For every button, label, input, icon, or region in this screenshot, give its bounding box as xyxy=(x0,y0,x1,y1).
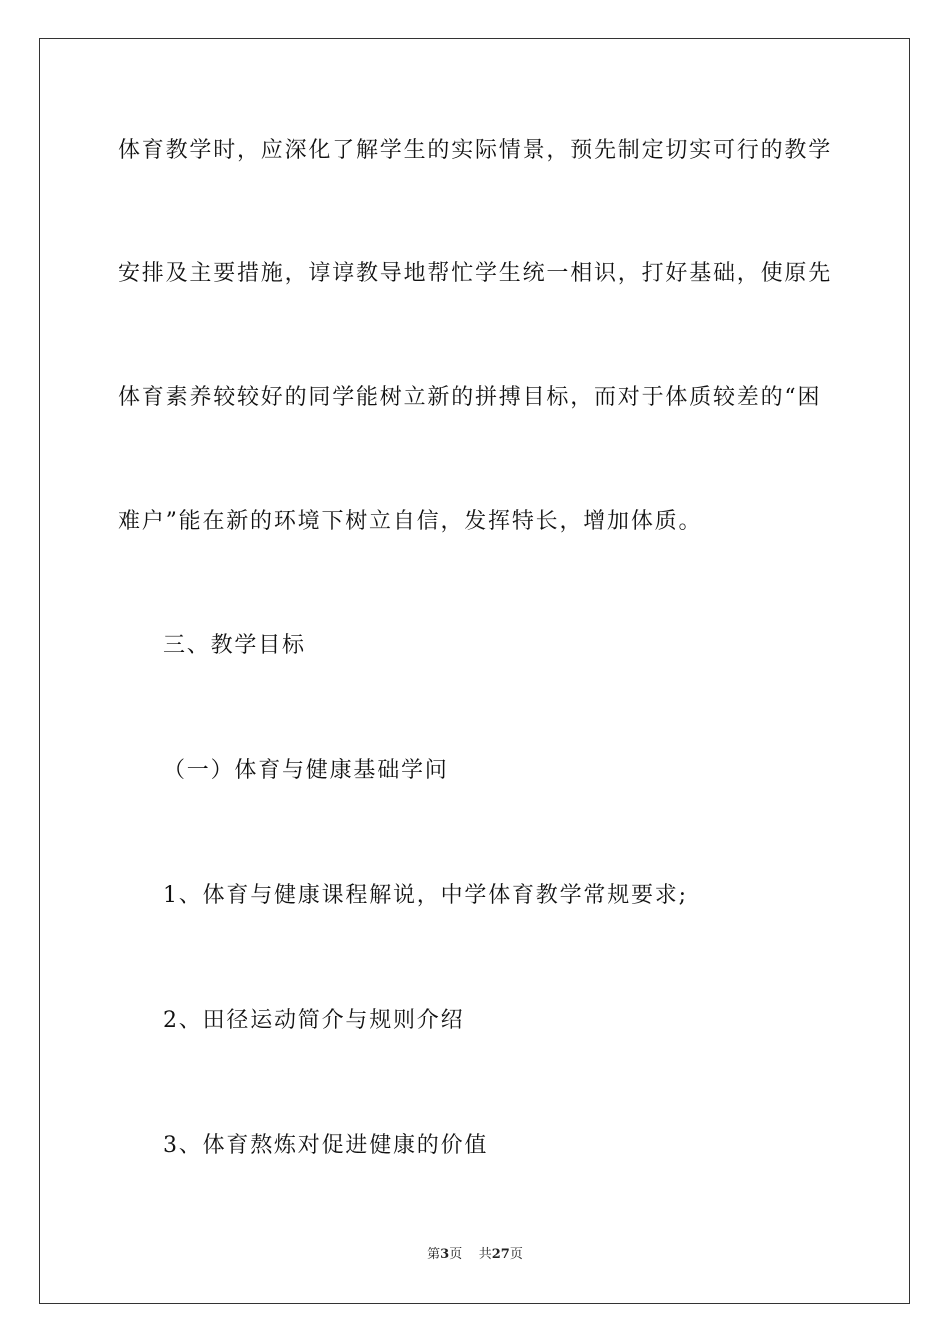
list-item-2: 2、田径运动简介与规则介绍 xyxy=(163,1008,465,1033)
list-item-1: 1、体育与健康课程解说，中学体育教学常规要求; xyxy=(163,883,688,908)
footer-page-suffix: 页 xyxy=(449,1247,463,1262)
paragraph-line-3: 体育素养较较好的同学能树立新的拼搏目标，而对于体质较差的“困 xyxy=(118,385,822,410)
section-heading: 三、教学目标 xyxy=(163,633,306,658)
footer-total-prefix: 共 xyxy=(478,1247,492,1262)
subsection-heading: （一）体育与健康基础学问 xyxy=(163,758,449,783)
paragraph-line-4: 难户”能在新的环境下树立自信，发挥特长，增加体质。 xyxy=(118,509,703,534)
footer-page-number: 3 xyxy=(440,1247,450,1262)
footer-total-pages: 27 xyxy=(491,1247,510,1262)
list-item-3: 3、体育熬炼对促进健康的价值 xyxy=(163,1133,489,1158)
footer-total-suffix: 页 xyxy=(509,1247,523,1262)
footer-page-prefix: 第 xyxy=(427,1247,441,1262)
paragraph-line-1: 体育教学时，应深化了解学生的实际情景，预先制定切实可行的教学 xyxy=(118,138,833,163)
page-border xyxy=(39,38,910,1304)
paragraph-line-2: 安排及主要措施，谆谆教导地帮忙学生统一相识，打好基础，使原先 xyxy=(118,261,833,286)
page-footer xyxy=(0,1246,950,1264)
